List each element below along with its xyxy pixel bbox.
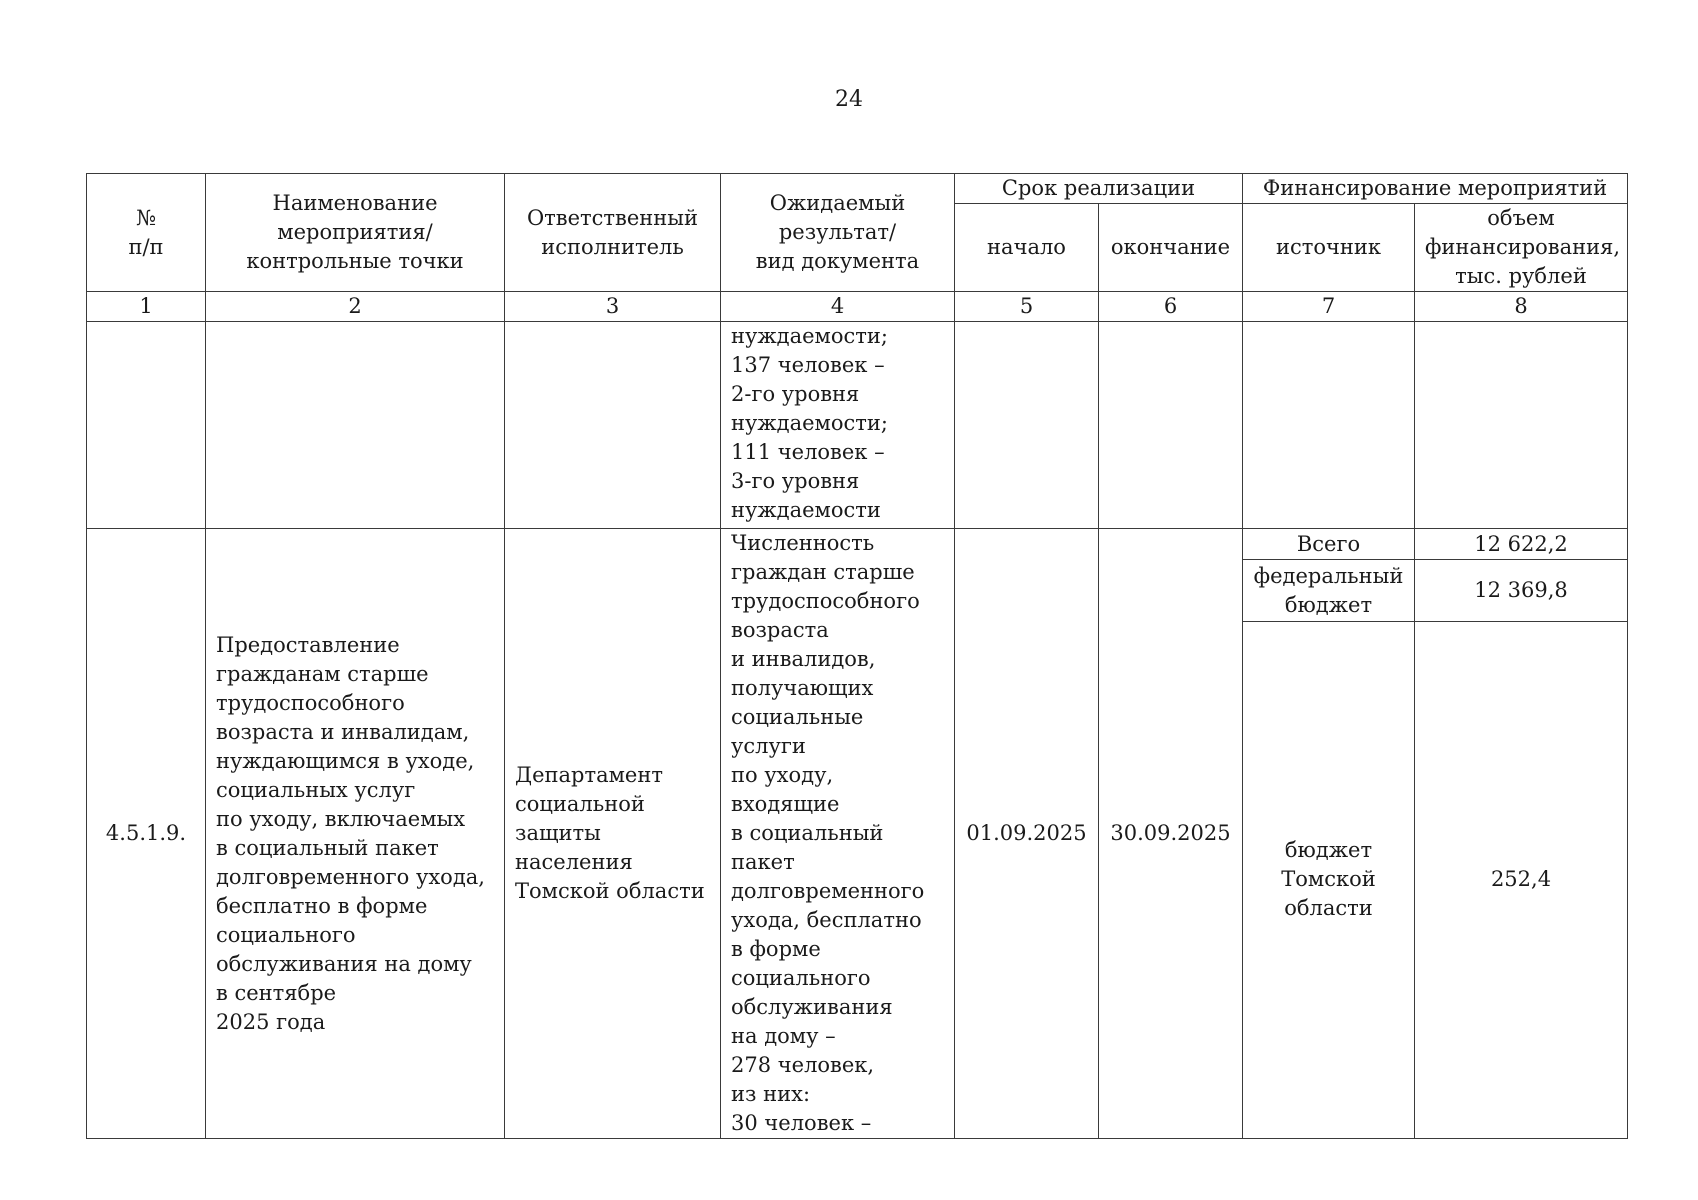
funding-source-federal: федеральный бюджет [1243,560,1415,622]
continuation-row [87,322,1628,529]
responsible-executor: Департамент социальной защиты населения Томской области [505,529,721,1139]
cell-empty [1099,322,1243,529]
column-number: 6 [1099,292,1243,322]
activity-name: Предоставление гражданам старше трудоспособного возраста и инвалидам, нуждающимся в уходе, социальных услуг по уходу, включаемых в социальный пакет долговременного ухода, бесплатно в форме социального обслуживания на дому в сентябре 2025 года [206,529,505,1139]
cell-empty [206,322,505,529]
start-date: 01.09.2025 [955,529,1099,1139]
activities-table [86,173,1628,1139]
cell-empty [1243,322,1415,529]
page-number: 24 [835,87,863,112]
continuation-result: нуждаемости; 137 человек – 2-го уровня нуждаемости; 111 человек – 3-го уровня нуждаемости [721,322,955,529]
header-funding: Финансирование мероприятий [1243,174,1628,204]
row-number: 4.5.1.9. [87,529,206,1139]
header-source: источник [1243,204,1415,292]
funding-source-total: Всего [1243,529,1415,560]
column-number: 7 [1243,292,1415,322]
funding-amount-federal: 12 369,8 [1415,560,1628,622]
funding-source-regional: бюджет Томской области [1243,621,1415,1138]
cell-empty [955,322,1099,529]
header-executor: Ответственный исполнитель [505,174,721,292]
column-number: 3 [505,292,721,322]
header-number: № п/п [87,174,206,292]
column-number-row [87,292,1628,322]
cell-empty [87,322,206,529]
column-number: 8 [1415,292,1628,322]
header-expected-result: Ожидаемый результат/ вид документа [721,174,955,292]
header-activity-name: Наименование мероприятия/ контрольные точки [206,174,505,292]
column-number: 4 [721,292,955,322]
header-implementation-period: Срок реализации [955,174,1243,204]
column-number: 1 [87,292,206,322]
header-start: начало [955,204,1099,292]
column-number: 2 [206,292,505,322]
header-funding-volume: объем финансирования, тыс. рублей [1415,204,1628,292]
cell-empty [505,322,721,529]
funding-amount-regional: 252,4 [1415,621,1628,1138]
column-number: 5 [955,292,1099,322]
funding-amount-total: 12 622,2 [1415,529,1628,560]
expected-result: Численность граждан старше трудоспособного возраста и инвалидов, получающих социальные услуги по уходу, входящие в социальный пакет долговременного ухода, бесплатно в форме социального обслуживания на дому – 278 человек, из них: 30 человек – [721,529,955,1139]
table-row-4519 [87,529,1628,560]
cell-empty [1415,322,1628,529]
header-end: окончание [1099,204,1243,292]
end-date: 30.09.2025 [1099,529,1243,1139]
header-row-top [87,174,1628,204]
